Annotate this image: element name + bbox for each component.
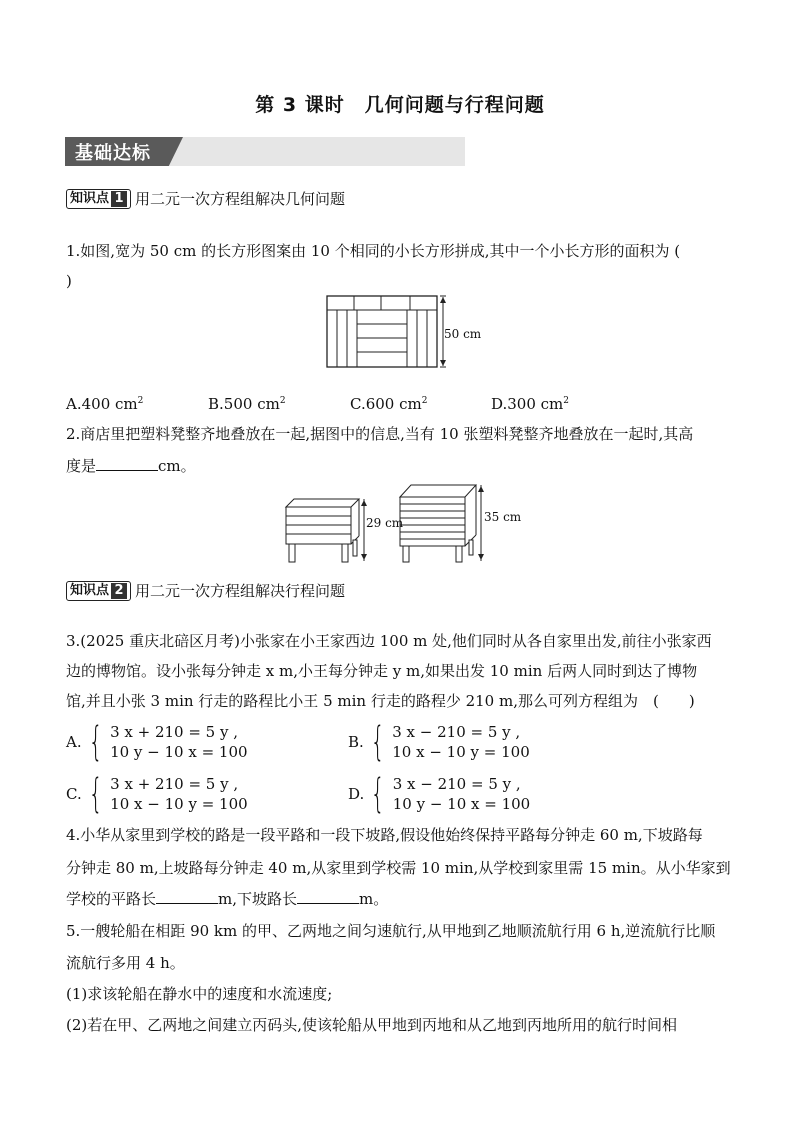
option-text: A.400 cm — [66, 395, 138, 413]
q2-answer-blank[interactable] — [96, 456, 158, 471]
q5-line2: 流航行多用 4 h。 — [66, 954, 185, 972]
equation: 10 x − 10 y = 100 — [110, 795, 248, 813]
q1-option-d[interactable] — [491, 395, 569, 413]
knowledge-point-badge — [66, 189, 131, 209]
knowledge-point-number: 1 — [111, 191, 127, 207]
q1-figure-label: 50 cm — [444, 327, 482, 341]
q4-text-c: m。 — [359, 890, 389, 908]
option-text: D.300 cm — [491, 395, 564, 413]
knowledge-point-badge — [66, 581, 131, 601]
q3-option-a[interactable] — [66, 719, 248, 765]
q3-option-c[interactable] — [66, 771, 248, 817]
superscript: 2 — [137, 396, 144, 406]
knowledge-point-2 — [66, 580, 345, 601]
knowledge-point-label: 知识点 — [70, 190, 110, 206]
brace-icon: { — [88, 719, 103, 765]
brace-icon: { — [370, 719, 385, 765]
q3-line1: 3.(2025 重庆北碚区月考)小张家在小王家西边 100 m 处,他们同时从各自家里出发,前往小张家西 — [66, 632, 712, 650]
option-label: C. — [66, 785, 82, 803]
q2-text-post: cm。 — [158, 457, 196, 475]
brace-icon: { — [370, 771, 385, 817]
q4-flat-road-blank[interactable] — [156, 889, 218, 904]
knowledge-point-label: 知识点 — [70, 582, 110, 598]
q2-figure-label-right: 35 cm — [484, 510, 522, 524]
superscript: 2 — [421, 396, 428, 406]
superscript: 2 — [563, 396, 570, 406]
equation: 10 y − 10 x = 100 — [392, 795, 531, 813]
q3-line2: 边的博物馆。设小张每分钟走 x m,小王每分钟走 y m,如果出发 10 min 后两人同时到达了博物 — [66, 662, 698, 680]
brace-icon: { — [88, 771, 103, 817]
equation: 3 x + 210 = 5 y , — [110, 775, 239, 793]
q1-line1: 1.如图,宽为 50 cm 的长方形图案由 10 个相同的小长方形拼成,其中一个小长方形的面积为 ( — [66, 242, 681, 260]
q4-downhill-blank[interactable] — [297, 889, 359, 904]
q1-option-c[interactable] — [350, 395, 427, 413]
q1-option-b[interactable] — [208, 395, 286, 413]
knowledge-point-text: 用二元一次方程组解决行程问题 — [135, 582, 346, 600]
q1-line2: ) — [66, 272, 72, 290]
q2-line1: 2.商店里把塑料凳整齐地叠放在一起,据图中的信息,当有 10 张塑料凳整齐地叠放在一起时,其高 — [66, 425, 694, 443]
q5-sub1: (1)求该轮船在静水中的速度和水流速度; — [66, 985, 333, 1003]
equation: 10 y − 10 x = 100 — [110, 743, 248, 761]
equation: 3 x + 210 = 5 y , — [110, 723, 238, 741]
knowledge-point-number: 2 — [111, 583, 127, 599]
section-banner-label: 基础达标 — [75, 143, 151, 164]
option-label: D. — [348, 785, 365, 803]
option-label: B. — [348, 733, 364, 751]
q4-text-b: m,下坡路长 — [218, 890, 298, 908]
q5-line1: 5.一艘轮船在相距 90 km 的甲、乙两地之间匀速航行,从甲地到乙地顺流航行用 6 h,逆流航行比顺 — [66, 922, 716, 940]
knowledge-point-1 — [66, 188, 345, 209]
page-title: 第 3 课时 几何问题与行程问题 — [255, 94, 545, 116]
q4-line2: 分钟走 80 m,上坡路每分钟走 40 m,从家里到学校需 10 min,从学校到家里需 15 min。从小华家到 — [66, 859, 731, 877]
q3-option-d[interactable] — [348, 771, 531, 817]
q2-figure-label-left: 29 cm — [366, 516, 404, 530]
q4-text-a: 学校的平路长 — [66, 890, 157, 908]
q2-text-pre: 度是 — [66, 457, 97, 475]
q2-line2 — [66, 456, 736, 476]
knowledge-point-text: 用二元一次方程组解决几何问题 — [135, 190, 346, 208]
q1-option-a[interactable] — [66, 395, 143, 413]
q4-line1: 4.小华从家里到学校的路是一段平路和一段下坡路,假设他始终保持平路每分钟走 60 m,下坡路每 — [66, 826, 703, 844]
q5-sub2: (2)若在甲、乙两地之间建立丙码头,使该轮船从甲地到丙地和从乙地到丙地所用的航行时间相 — [66, 1016, 678, 1034]
equation: 10 x − 10 y = 100 — [392, 743, 530, 761]
q4-line3 — [66, 889, 736, 909]
option-text: C.600 cm — [350, 395, 422, 413]
superscript: 2 — [279, 396, 286, 406]
equation: 3 x − 210 = 5 y , — [392, 775, 521, 793]
q3-line3: 馆,并且小张 3 min 行走的路程比小王 5 min 行走的路程少 210 m,那么可列方程组为 ( ) — [66, 692, 695, 710]
equation: 3 x − 210 = 5 y , — [392, 723, 521, 741]
option-label: A. — [66, 733, 82, 751]
q3-option-b[interactable] — [348, 719, 530, 765]
option-text: B.500 cm — [208, 395, 280, 413]
